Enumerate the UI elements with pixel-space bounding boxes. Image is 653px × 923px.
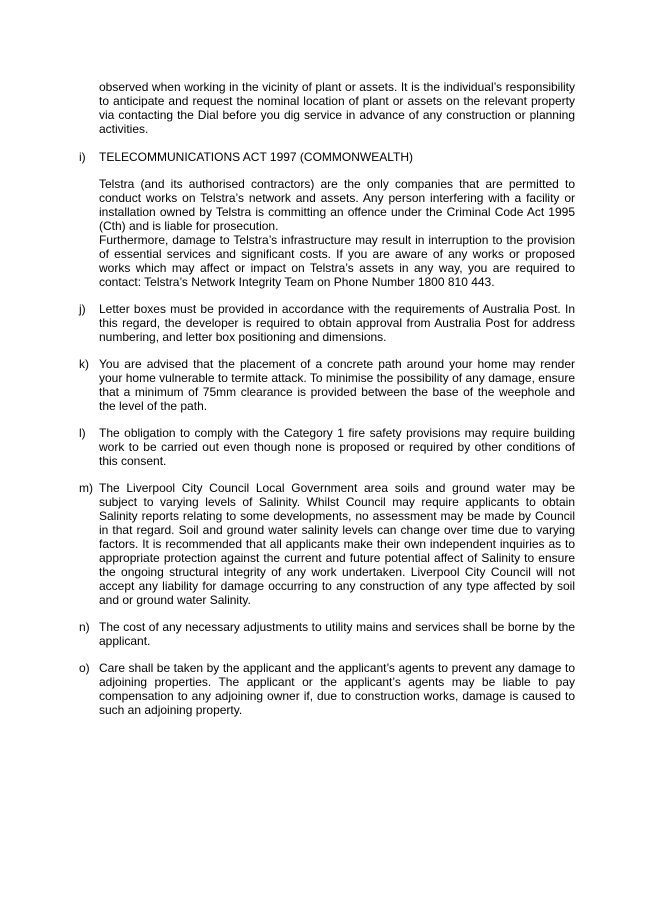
item-text: Letter boxes must be provided in accordance with the requirements of Australia Post. In this regard, the developer is required to obtain approval from Australia Post for address numbering, and letter box positioning and dimensions. <box>99 302 575 344</box>
telstra-paragraph-1: Telstra (and its authorised contractors) are the only companies that are permitted to conduct works on Telstra’s network and assets. Any person interfering with a facility or installation owned by Telstra is committing an offence under the Criminal Code Act 1995 (Cth) and is liable for prosecution. <box>99 177 575 233</box>
item-label: k) <box>79 357 89 371</box>
item-label: j) <box>79 302 86 316</box>
item-text: The cost of any necessary adjustments to utility mains and services shall be borne by the applicant. <box>99 620 575 648</box>
item-l <box>79 426 575 468</box>
item-label: m) <box>79 481 93 495</box>
item-label: i) <box>79 150 86 164</box>
item-text: The Liverpool City Council Local Government area soils and ground water may be subject to varying levels of Salinity. Whilst Council may require applicants to obtain Salinity reports relating to some developments, no assessment may be made by Council in that regard. Soil and ground water salinity levels can change over time due to varying factors. It is recommended that all applicants make their own independent inquiries as to appropriate protection against the current and future potential affect of Salinity to ensure the ongoing structural integrity of any work undertaken. Liverpool City Council will not accept any liability for damage occurring to any construction of any type affected by soil and or ground water Salinity. <box>99 481 575 607</box>
item-n <box>79 620 575 648</box>
item-text: The obligation to comply with the Category 1 fire safety provisions may require building work to be carried out even though none is proposed or required by other conditions of this consent. <box>99 426 575 468</box>
item-text: You are advised that the placement of a concrete path around your home may render your home vulnerable to termite attack. To minimise the possibility of any damage, ensure that a minimum of 75mm clearance is provided between the base of the weephole and the level of the path. <box>99 357 575 413</box>
item-label: o) <box>79 661 90 675</box>
item-label: l) <box>79 426 86 440</box>
item-o <box>79 661 575 717</box>
item-m <box>79 481 575 607</box>
item-label: n) <box>79 620 90 634</box>
item-heading: TELECOMMUNICATIONS ACT 1997 (COMMONWEALTH) <box>99 150 414 164</box>
telstra-paragraph-2: Furthermore, damage to Telstra’s infrastructure may result in interruption to the provision of essential services and significant costs. If you are aware of any works or proposed works which may affect or impact on Telstra’s assets in any way, you are required to contact: Telstra’s Network Integrity Team on Phone Number 1800 810 443. <box>99 233 575 289</box>
document-body <box>79 80 575 717</box>
item-j <box>79 302 575 344</box>
item-k <box>79 357 575 413</box>
item-i <box>79 150 575 164</box>
item-text: Care shall be taken by the applicant and the applicant’s agents to prevent any damage to adjoining properties. The applicant or the applicant’s agents may be liable to pay compensation to any adjoining owner if, due to construction works, damage is caused to such an adjoining property. <box>99 661 575 717</box>
continuation-paragraph: observed when working in the vicinity of plant or assets. It is the individual’s responsibility to anticipate and request the nominal location of plant or assets on the relevant property via contacting the Dial before you dig service in advance of any construction or planning activities. <box>99 80 575 136</box>
